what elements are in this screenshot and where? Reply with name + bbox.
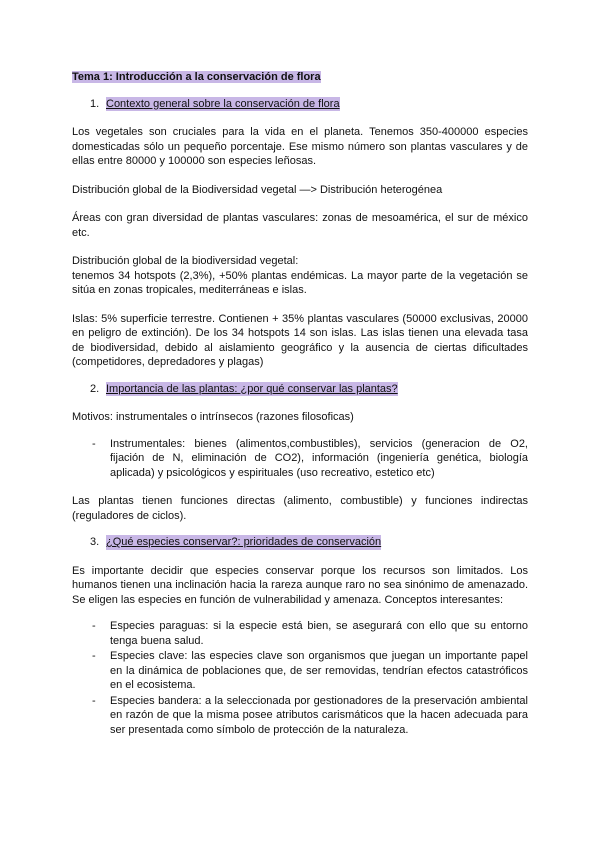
section-1-heading bbox=[72, 97, 528, 112]
list-item bbox=[72, 619, 528, 648]
s1-paragraph-4b: tenemos 34 hotspots (2,3%), +50% plantas endémicas. La mayor parte de la vegetación se sitúa en zonas tropicales, mediterráneas e islas. bbox=[72, 269, 528, 296]
s2-paragraph-2: Las plantas tienen funciones directas (alimento, combustible) y funciones indirectas (reguladores de ciclos). bbox=[72, 495, 528, 522]
list-item bbox=[72, 649, 528, 693]
section-2-title: Importancia de las plantas: ¿por qué conservar las plantas? bbox=[106, 382, 398, 395]
section-3-title: ¿Qué especies conservar?: prioridades de conservación bbox=[106, 536, 382, 548]
list-item-text: Especies bandera: a la seleccionada por gestionadores de la preservación ambiental en razón de que la misma posee atributos carismáticos que la hacen adecuada para ser presentada como símbolo de protección de la naturaleza. bbox=[110, 694, 528, 736]
dash-bullet: - bbox=[92, 650, 96, 662]
document-page bbox=[72, 70, 528, 738]
section-3-number: 3. bbox=[90, 536, 100, 548]
section-1-number: 1. bbox=[90, 97, 100, 110]
s2-list bbox=[72, 437, 528, 481]
s1-paragraph-2: Distribución global de la Biodiversidad vegetal —> Distribución heterogénea bbox=[72, 183, 443, 196]
list-item-text: Especies clave: las especies clave son organismos que juegan un importante papel en la dinámica de poblaciones que, de ser removidas, tendrían efectos catastróficos en el ecosistema. bbox=[110, 650, 528, 691]
list-item-text: Especies paraguas: si la especie está bien, se asegurará con ello que su entorno tenga buena salud. bbox=[110, 620, 528, 647]
s1-paragraph-1: Los vegetales son cruciales para la vida en el planeta. Tenemos 350-400000 especies domesticadas sólo un pequeño porcentaje. Ese mismo número son plantas vasculares y de ellas entre 80000 y 100000 son especies leñosas. bbox=[72, 126, 528, 167]
s3-list bbox=[72, 619, 528, 737]
section-2-heading bbox=[72, 382, 528, 397]
s3-paragraph-1: Es importante decidir que especies conservar porque los recursos son limitados. Los humanos tienen una inclinación hacia la rareza aunque raro no sea sinónimo de amenazado. Se eligen las especies en función de vulnerabilidad y amenaza. Conceptos interesantes: bbox=[72, 564, 528, 606]
list-item-text: Instrumentales: bienes (alimentos,combustibles), servicios (generacion de O2, fijación de N, eliminación de CO2), información (ingeniería genética, biología aplicada) y psicológicos y espirituales (uso recreativo, estetico etc) bbox=[110, 437, 528, 479]
section-2-number: 2. bbox=[90, 382, 100, 395]
s2-paragraph-1: Motivos: instrumentales o intrínsecos (razones filosoficas) bbox=[72, 411, 354, 423]
dash-bullet: - bbox=[92, 694, 96, 707]
section-3-heading bbox=[72, 535, 528, 550]
s1-paragraph-5: Islas: 5% superficie terrestre. Contienen + 35% plantas vasculares (50000 exclusivas, 20000 en peligro de extinción). De los 34 hotspots 14 son islas. Las islas tienen una elevada tasa de biodiversidad, debido al aislamiento geográfico y la ausencia de ciertas dificultades (competidores, depredadores y plagas) bbox=[72, 312, 528, 368]
dash-bullet: - bbox=[92, 437, 96, 450]
s1-paragraph-3: Áreas con gran diversidad de plantas vasculares: zonas de mesoamérica, el sur de méxico etc. bbox=[72, 212, 528, 239]
title-line bbox=[72, 70, 528, 85]
list-item bbox=[72, 437, 528, 481]
dash-bullet: - bbox=[92, 620, 96, 632]
s1-paragraph-4a: Distribución global de la biodiversidad vegetal: bbox=[72, 255, 299, 267]
document-title: Tema 1: Introducción a la conservación de flora bbox=[72, 71, 321, 83]
section-1-title: Contexto general sobre la conservación de flora bbox=[106, 97, 340, 110]
list-item bbox=[72, 694, 528, 738]
